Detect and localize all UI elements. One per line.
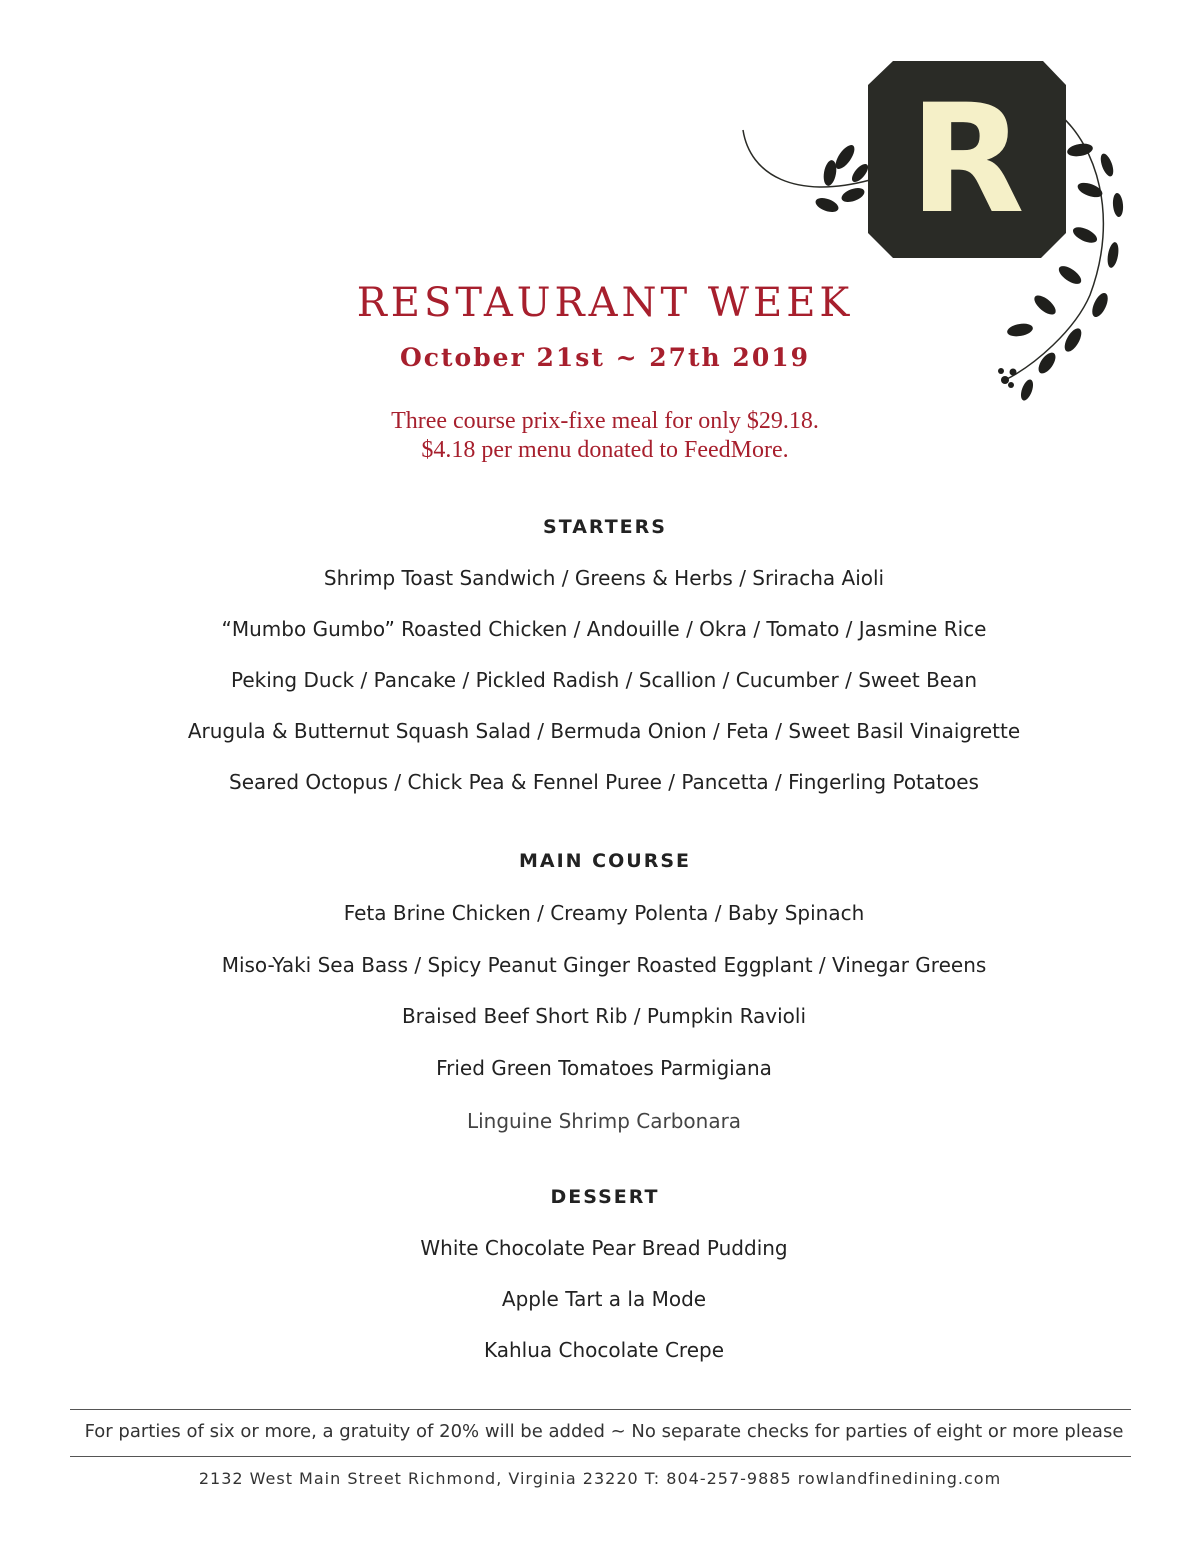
menu-item: Braised Beef Short Rib / Pumpkin Ravioli <box>401 1004 807 1028</box>
menu-item: Linguine Shrimp Carbonara <box>466 1109 742 1133</box>
menu-item: Arugula & Butternut Squash Salad / Bermuda Onion / Feta / Sweet Basil Vinaigrette <box>187 719 1021 743</box>
menu-item: Peking Duck / Pancake / Pickled Radish / Scallion / Cucumber / Sweet Bean <box>230 668 978 692</box>
promo-line: Three course prix-fixe meal for only $29.18. <box>391 408 819 434</box>
section-heading-main-course: MAIN COURSE <box>518 850 691 872</box>
section-heading-dessert: DESSERT <box>550 1186 660 1208</box>
gratuity-note: For parties of six or more, a gratuity of 20% will be added ~ No separate checks for parties of eight or more please <box>84 1421 1124 1442</box>
menu-item: Apple Tart a la Mode <box>501 1287 707 1311</box>
menu-item: Seared Octopus / Chick Pea & Fennel Puree / Pancetta / Fingerling Potatoes <box>229 770 979 794</box>
donation-line: $4.18 per menu donated to FeedMore. <box>421 437 789 463</box>
menu-item: Miso-Yaki Sea Bass / Spicy Peanut Ginger Roasted Eggplant / Vinegar Greens <box>221 953 987 977</box>
menu-item: “Mumbo Gumbo” Roasted Chicken / Andouille / Okra / Tomato / Jasmine Rice <box>221 617 987 641</box>
footer-divider-bottom <box>70 1456 1131 1457</box>
menu-item: Kahlua Chocolate Crepe <box>483 1338 725 1362</box>
menu-item: Fried Green Tomatoes Parmigiana <box>436 1056 772 1080</box>
page-title: RESTAURANT WEEK <box>356 280 854 326</box>
event-dates: October 21st ~ 27th 2019 <box>399 343 811 372</box>
section-heading-starters: STARTERS <box>543 516 667 538</box>
footer-divider-top <box>70 1409 1131 1410</box>
logo-letter: R <box>909 73 1025 247</box>
menu-item: White Chocolate Pear Bread Pudding <box>420 1236 788 1260</box>
menu-item: Feta Brine Chicken / Creamy Polenta / Baby Spinach <box>343 901 865 925</box>
footer-address: 2132 West Main Street Richmond, Virginia 23220 T: 804-257-9885 rowlandfinedining.com <box>198 1469 1002 1488</box>
menu-item: Shrimp Toast Sandwich / Greens & Herbs / Sriracha Aioli <box>323 566 885 590</box>
